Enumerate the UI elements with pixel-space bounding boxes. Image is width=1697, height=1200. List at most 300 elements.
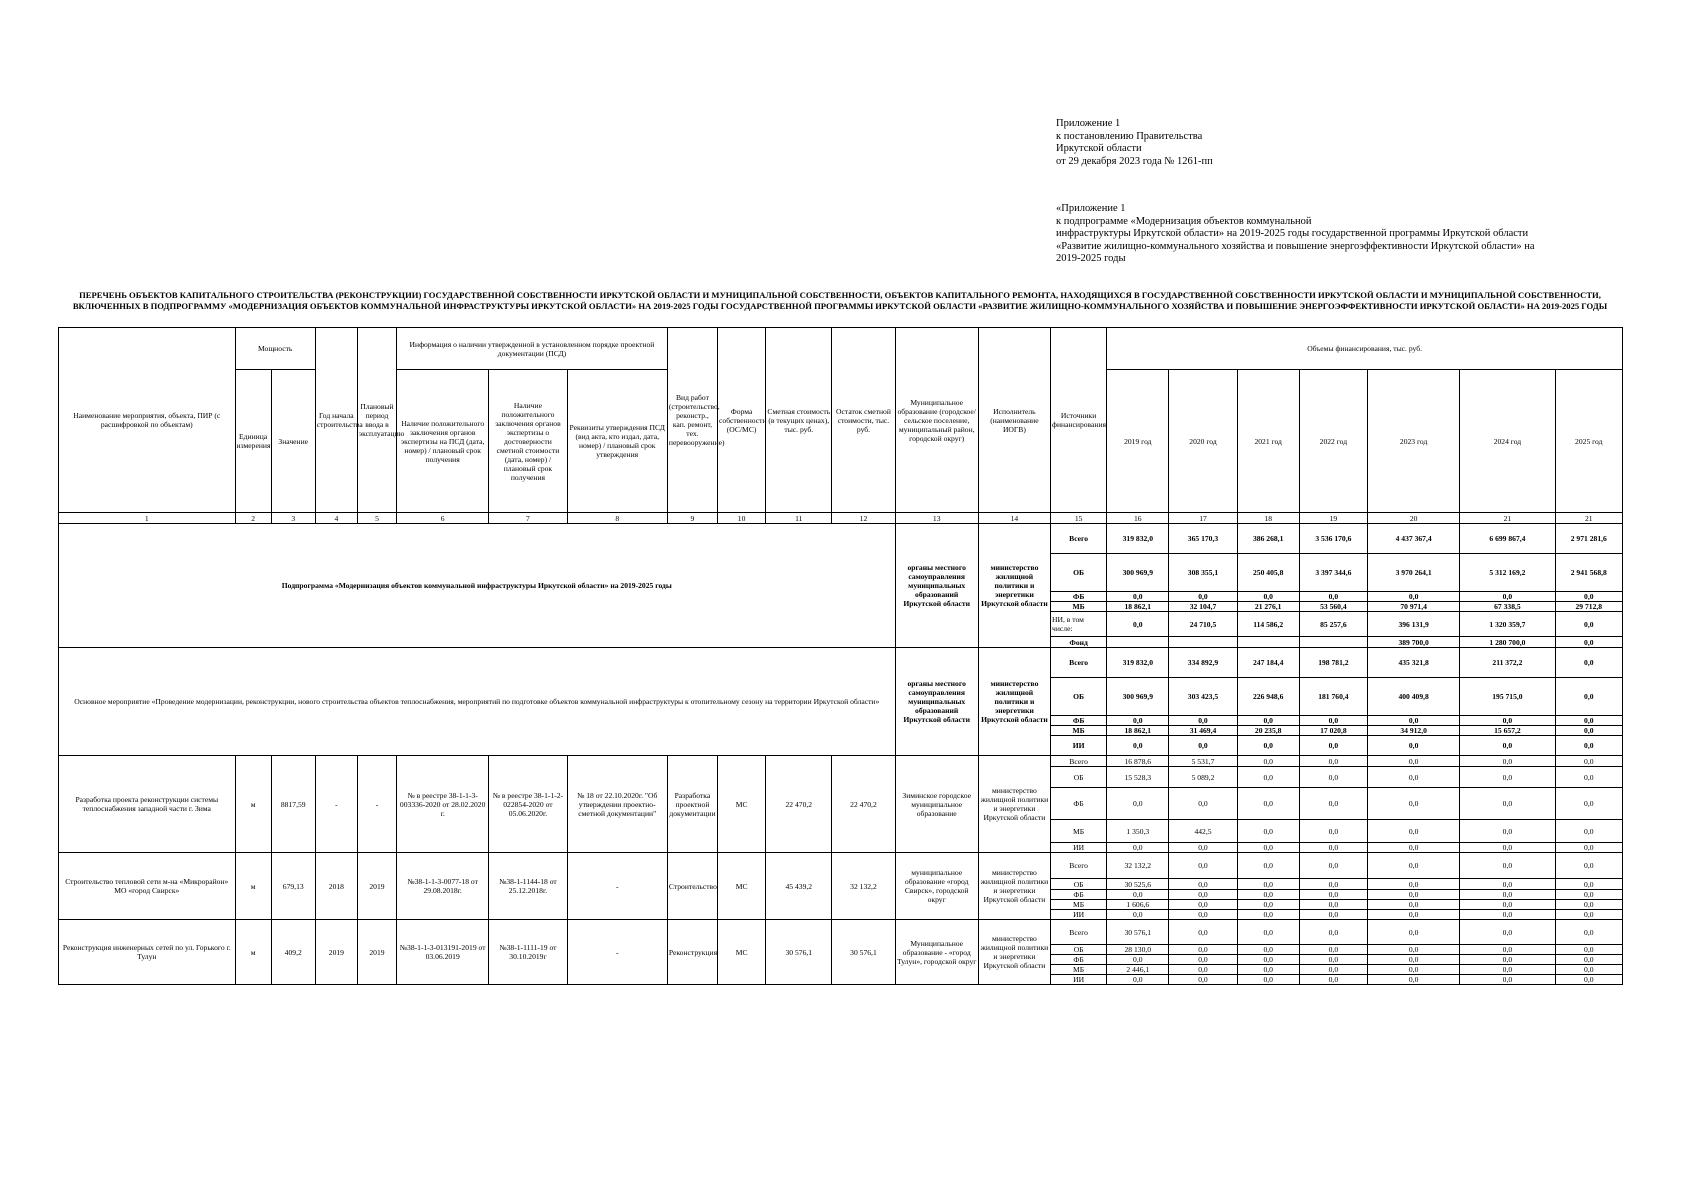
funding-value: 0,0 [1367,767,1459,788]
funding-value: 0,0 [1460,843,1555,853]
funding-value: 0,0 [1237,955,1299,965]
header-source: Источники финансирования [1051,328,1107,513]
appendix-main-header [1056,118,1213,168]
funding-value: 0,0 [1237,716,1299,726]
financing-row [59,920,1623,945]
funding-value: 6 699 867,4 [1460,524,1555,554]
funding-source: ИИ [1051,843,1107,853]
funding-value: 0,0 [1460,820,1555,843]
funding-value: 386 268,1 [1237,524,1299,554]
object-ownership: МС [718,853,766,920]
funding-value: 0,0 [1460,965,1555,975]
funding-value: 0,0 [1237,820,1299,843]
object-start-year: 2019 [315,920,357,985]
funding-value: 0,0 [1299,592,1367,602]
funding-value: 0,0 [1555,726,1622,736]
funding-value: 0,0 [1367,945,1459,955]
column-number: 1 [59,513,236,524]
funding-value: 0,0 [1367,736,1459,756]
funding-value: 20 235,8 [1237,726,1299,736]
appendix-line: 2019-2025 годы [1056,253,1126,264]
object-executor: министерство жилищной политики и энергетики Иркутской области [978,756,1050,853]
funding-value: 0,0 [1107,736,1169,756]
funding-value: 0,0 [1237,767,1299,788]
funding-source: Всего [1051,853,1107,879]
funding-value: 0,0 [1555,612,1622,637]
object-remaining: 32 132,2 [832,853,895,920]
funding-source: Всего [1051,756,1107,767]
funding-value: 2 971 281,6 [1555,524,1622,554]
funding-source: ИИ [1051,910,1107,920]
funding-value: 0,0 [1367,716,1459,726]
funding-value: 0,0 [1237,975,1299,985]
funding-value: 5 089,2 [1169,767,1237,788]
funding-value: 0,0 [1169,853,1237,879]
funding-value: 0,0 [1367,879,1459,890]
funding-value: 0,0 [1299,756,1367,767]
funding-value [1237,637,1299,648]
object-cost-check: № в реестре 38-1-1-2-022854-2020 от 05.06.2020г. [489,756,567,853]
appendix-sub-header [1056,203,1576,266]
funding-value: 0,0 [1555,900,1622,910]
funding-value: 67 338,5 [1460,602,1555,612]
funding-value: 4 437 367,4 [1367,524,1459,554]
funding-value: 18 862,1 [1107,602,1169,612]
funding-value: 0,0 [1169,716,1237,726]
funding-value: 0,0 [1169,900,1237,910]
funding-value: 0,0 [1107,592,1169,602]
funding-source: НИ, в том числе: [1051,612,1107,637]
header-ownership: Форма собственности (ОС/МС) [718,328,766,513]
funding-value: 70 971,4 [1367,602,1459,612]
funding-value: 0,0 [1555,955,1622,965]
funding-value: 0,0 [1555,975,1622,985]
funding-value: 0,0 [1237,945,1299,955]
column-number: 17 [1169,513,1237,524]
funding-value: 0,0 [1107,612,1169,637]
funding-value: 32 132,2 [1107,853,1169,879]
funding-value: 0,0 [1169,879,1237,890]
funding-value: 0,0 [1555,965,1622,975]
funding-value: 0,0 [1237,853,1299,879]
funding-value: 0,0 [1107,716,1169,726]
funding-value: 0,0 [1555,678,1622,716]
column-numbers-row [59,513,1623,524]
funding-value: 0,0 [1237,965,1299,975]
funding-value: 114 586,2 [1237,612,1299,637]
document-title: ПЕРЕЧЕНЬ ОБЪЕКТОВ КАПИТАЛЬНОГО СТРОИТЕЛЬСТВА (РЕКОНСТРУКЦИИ) ГОСУДАРСТВЕННОЙ СОБСТВЕННОСТИ ИРКУТСКОЙ ОБЛАСТИ И МУНИЦИПАЛЬНОЙ СОБСТВЕННОСТИ, ОБЪЕКТОВ КАПИТАЛЬНОГО РЕМОНТА, НАХОДЯЩИХСЯ В ГОСУДАРСТВЕННОЙ СОБСТВЕННОСТИ ИРКУТСКОЙ ОБЛАСТИ И МУНИЦИПАЛЬНОЙ СОБСТВЕННОСТИ, ВКЛЮЧЕННЫХ В ПОДПРОГРАММУ «МОДЕРНИЗАЦИЯ ОБЪЕКТОВ КОММУНАЛЬНОЙ ИНФРАСТРУКТУРЫ ИРКУТСКОЙ ОБЛАСТИ» НА 2019-2025 ГОДЫ ГОСУДАРСТВЕННОЙ ПРОГРАММЫ ИРКУТСКОЙ ОБЛАСТИ «РАЗВИТИЕ ЖИЛИЩНО-КОММУНАЛЬНОГО ХОЗЯЙСТВА И ПОВЫШЕНИЕ ЭНЕРГОЭФФЕКТИВНОСТИ ИРКУТСКОЙ ОБЛАСТИ» НА 2019-2025 ГОДЫ [72,290,1608,311]
funding-value: 0,0 [1367,975,1459,985]
funding-value: 0,0 [1107,910,1169,920]
funding-source: Всего [1051,524,1107,554]
funding-value: 0,0 [1299,965,1367,975]
header-year: 2019 год [1107,370,1169,513]
funding-value: 198 781,2 [1299,648,1367,678]
funding-value: 0,0 [1237,920,1299,945]
funding-value: 389 700,0 [1367,637,1459,648]
section-municipality: органы местного самоуправления муниципальных образований Иркутской области [895,648,978,756]
funding-value: 30 525,6 [1107,879,1169,890]
funding-value: 5 312 169,2 [1460,554,1555,592]
funding-value: 18 862,1 [1107,726,1169,736]
funding-value: 0,0 [1169,788,1237,820]
object-approval: - [567,853,667,920]
funding-value: 0,0 [1169,890,1237,900]
header-year: 2020 год [1169,370,1237,513]
funding-value: 0,0 [1367,920,1459,945]
funding-value: 0,0 [1460,890,1555,900]
funding-source: ФБ [1051,716,1107,726]
funding-value: 211 372,2 [1460,648,1555,678]
funding-source: ФБ [1051,788,1107,820]
funding-value: 0,0 [1237,756,1299,767]
funding-value: 0,0 [1169,910,1237,920]
object-ownership: МС [718,756,766,853]
funding-value: 53 560,4 [1299,602,1367,612]
funding-value: 195 715,0 [1460,678,1555,716]
funding-value: 0,0 [1555,945,1622,955]
funding-value: 0,0 [1460,788,1555,820]
column-number: 4 [315,513,357,524]
column-number: 7 [489,513,567,524]
object-estimated-cost: 30 576,1 [766,920,832,985]
appendix-line: к подпрограмме «Модернизация объектов коммунальной [1056,215,1312,227]
funding-value: 0,0 [1169,843,1237,853]
funding-value: 0,0 [1555,648,1622,678]
funding-source: Всего [1051,648,1107,678]
funding-value: 247 184,4 [1237,648,1299,678]
funding-value: 0,0 [1107,955,1169,965]
column-number: 19 [1299,513,1367,524]
column-number: 21 [1555,513,1622,524]
header-financing: Объемы финансирования, тыс. руб. [1107,328,1623,370]
object-name: Разработка проекта реконструкции системы теплоснабжения западной части г. Зима [59,756,236,853]
funding-value: 300 969,9 [1107,678,1169,716]
funding-value: 2 446,1 [1107,965,1169,975]
funding-value: 0,0 [1299,716,1367,726]
object-unit: м [235,920,271,985]
funding-value: 0,0 [1299,736,1367,756]
funding-value: 0,0 [1299,843,1367,853]
funding-value: 0,0 [1107,890,1169,900]
funding-source: МБ [1051,602,1107,612]
funding-value: 0,0 [1237,788,1299,820]
funding-value: 0,0 [1299,853,1367,879]
header-year: 2025 год [1555,370,1622,513]
funding-source: ФБ [1051,955,1107,965]
funding-value: 1 606,6 [1107,900,1169,910]
funding-value: 0,0 [1169,736,1237,756]
funding-value: 0,0 [1460,736,1555,756]
funding-value: 3 970 264,1 [1367,554,1459,592]
section-name: Подпрограмма «Модернизация объектов коммунальной инфраструктуры Иркутской области» на 2019-2025 годы [59,524,896,648]
funding-value: 0,0 [1460,767,1555,788]
object-expertise: №38-1-1-3-0077-18 от 29.08.2018г. [397,853,489,920]
funding-value: 0,0 [1555,910,1622,920]
column-number: 3 [271,513,315,524]
object-plan-period: 2019 [357,920,396,985]
funding-value: 0,0 [1237,910,1299,920]
funding-source: ИИ [1051,736,1107,756]
funding-value: 15 528,3 [1107,767,1169,788]
funding-value: 0,0 [1460,920,1555,945]
object-cost-check: №38-1-1144-18 от 25.12.2018г. [489,853,567,920]
funding-value: 0,0 [1237,879,1299,890]
funding-value: 0,0 [1237,900,1299,910]
funding-value: 0,0 [1367,890,1459,900]
header-plan-period: Плановый период ввода в эксплуатацию [357,328,396,513]
funding-value: 319 832,0 [1107,524,1169,554]
funding-value: 28 130,0 [1107,945,1169,955]
funding-value: 29 712,8 [1555,602,1622,612]
object-start-year: - [315,756,357,853]
object-work-type: Реконструкция [667,920,717,985]
object-name: Реконструкция инженерных сетей по ул. Горького г. Тулун [59,920,236,985]
header-year: 2021 год [1237,370,1299,513]
object-work-type: Строительство [667,853,717,920]
funding-value: 308 355,1 [1169,554,1237,592]
funding-value: 0,0 [1299,820,1367,843]
funding-value: 0,0 [1299,900,1367,910]
funding-value: 0,0 [1367,592,1459,602]
funding-value: 0,0 [1555,879,1622,890]
funding-source: ОБ [1051,678,1107,716]
financing-row [59,524,1623,554]
funding-source: МБ [1051,820,1107,843]
section-name: Основное мероприятие «Проведение модернизации, реконструкции, нового строительства объектов теплоснабжения, мероприятий по подготовке объектов коммунальной инфраструктуры к отопительному сезону на территории Иркутской области» [59,648,896,756]
object-value: 8817,59 [271,756,315,853]
object-estimated-cost: 22 470,2 [766,756,832,853]
funding-value: 0,0 [1555,716,1622,726]
objects-table [58,327,1623,985]
funding-value: 0,0 [1367,756,1459,767]
funding-value: 226 948,6 [1237,678,1299,716]
funding-value: 17 020,8 [1299,726,1367,736]
funding-value: 0,0 [1237,890,1299,900]
object-municipality: муниципальное образование «город Свирск», городской округ [895,853,978,920]
funding-value: 0,0 [1555,637,1622,648]
header-year: 2022 год [1299,370,1367,513]
object-plan-period: 2019 [357,853,396,920]
funding-value: 400 409,8 [1367,678,1459,716]
funding-value: 0,0 [1169,965,1237,975]
column-number: 16 [1107,513,1169,524]
funding-value: 0,0 [1555,736,1622,756]
funding-value: 31 469,4 [1169,726,1237,736]
funding-value: 0,0 [1367,853,1459,879]
appendix-line: Иркутской области [1056,143,1142,154]
funding-value: 0,0 [1169,920,1237,945]
funding-value: 365 170,3 [1169,524,1237,554]
funding-value: 319 832,0 [1107,648,1169,678]
column-number: 2 [235,513,271,524]
funding-value: 1 320 359,7 [1460,612,1555,637]
header-psd-cost: Наличие положительного заключения органов экспертизы о достоверности сметной стоимости (дата, номер) / плановый срок получения [489,370,567,513]
column-number: 9 [667,513,717,524]
funding-value: 1 280 700,0 [1460,637,1555,648]
funding-value: 0,0 [1460,945,1555,955]
funding-value: 0,0 [1555,843,1622,853]
funding-value: 0,0 [1460,955,1555,965]
funding-value: 0,0 [1460,910,1555,920]
column-number: 11 [766,513,832,524]
funding-source: ОБ [1051,945,1107,955]
column-number: 12 [832,513,895,524]
funding-value: 0,0 [1555,788,1622,820]
funding-value: 0,0 [1367,788,1459,820]
funding-value: 16 878,6 [1107,756,1169,767]
column-number: 14 [978,513,1050,524]
appendix-line: к постановлению Правительства [1056,130,1203,142]
funding-value: 0,0 [1169,945,1237,955]
funding-value: 0,0 [1107,843,1169,853]
header-year: 2024 год [1460,370,1555,513]
funding-value: 0,0 [1169,955,1237,965]
funding-value: 2 941 568,8 [1555,554,1622,592]
funding-value: 0,0 [1299,975,1367,985]
funding-value: 0,0 [1299,945,1367,955]
funding-value: 15 657,2 [1460,726,1555,736]
section-executor: министерство жилищной политики и энергетики Иркутской области [978,648,1050,756]
funding-value: 5 531,7 [1169,756,1237,767]
funding-value: 0,0 [1367,910,1459,920]
object-remaining: 22 470,2 [832,756,895,853]
header-capacity: Мощность [235,328,315,370]
subprogram-section [59,524,1623,648]
object-unit: м [235,853,271,920]
funding-value: 0,0 [1460,592,1555,602]
funding-value: 0,0 [1555,820,1622,843]
object-unit: м [235,756,271,853]
appendix-line: инфраструктуры Иркутской области» на 2019-2025 годы государственной программы Иркутской области [1056,228,1529,239]
funding-value: 0,0 [1299,788,1367,820]
funding-value: 181 760,4 [1299,678,1367,716]
funding-source: ОБ [1051,554,1107,592]
funding-value: 21 276,1 [1237,602,1299,612]
funding-value: 3 536 170,6 [1299,524,1367,554]
funding-value: 0,0 [1107,788,1169,820]
funding-source: ИИ [1051,975,1107,985]
object-remaining: 30 576,1 [832,920,895,985]
object-work-type: Разработка проектной документации [667,756,717,853]
header-unit: Единица измерения [235,370,271,513]
column-number: 8 [567,513,667,524]
funding-source: МБ [1051,726,1107,736]
funding-value: 0,0 [1237,592,1299,602]
funding-value: 435 321,8 [1367,648,1459,678]
appendix-line: «Приложение 1 [1056,203,1126,214]
financing-row [59,853,1623,879]
funding-value: 0,0 [1555,890,1622,900]
column-number: 21 [1460,513,1555,524]
object-expertise: № в реестре 38-1-1-3-003336-2020 от 28.02.2020 г. [397,756,489,853]
column-number: 13 [895,513,978,524]
funding-value: 0,0 [1555,853,1622,879]
funding-source: ОБ [1051,767,1107,788]
funding-value: 0,0 [1460,853,1555,879]
objects-section [59,756,1623,985]
funding-value: 0,0 [1367,820,1459,843]
header-remaining: Остаток сметной стоимости, тыс. руб. [832,328,895,513]
header-value: Значение [271,370,315,513]
funding-value: 0,0 [1299,955,1367,965]
object-expertise: №38-1-1-3-013191-2019 от 03.06.2019 [397,920,489,985]
funding-value: 0,0 [1555,592,1622,602]
funding-value: 334 892,9 [1169,648,1237,678]
funding-source: ФБ [1051,592,1107,602]
funding-value: 0,0 [1367,900,1459,910]
funding-value: 32 104,7 [1169,602,1237,612]
column-number: 20 [1367,513,1459,524]
main-activity-section [59,648,1623,756]
object-plan-period: - [357,756,396,853]
funding-value: 0,0 [1299,890,1367,900]
funding-value: 0,0 [1169,975,1237,985]
funding-value: 442,5 [1169,820,1237,843]
object-approval: № 18 от 22.10.2020г. "Об утверждении проектно-сметной документации" [567,756,667,853]
funding-source: Фонд [1051,637,1107,648]
funding-value: 0,0 [1169,592,1237,602]
financing-row [59,756,1623,767]
column-number: 15 [1051,513,1107,524]
appendix-line: Приложение 1 [1056,118,1121,129]
funding-source: ОБ [1051,879,1107,890]
appendix-line: от 29 декабря 2023 года № 1261-пп [1056,155,1213,167]
column-number: 10 [718,513,766,524]
funding-value: 0,0 [1299,910,1367,920]
funding-value: 0,0 [1460,900,1555,910]
header-estimated-cost: Сметная стоимость (в текущих ценах), тыс. руб. [766,328,832,513]
funding-value: 300 969,9 [1107,554,1169,592]
funding-value: 0,0 [1237,736,1299,756]
funding-value: 0,0 [1460,716,1555,726]
funding-value: 0,0 [1460,756,1555,767]
funding-source: Всего [1051,920,1107,945]
header-year: 2023 год [1367,370,1459,513]
funding-value [1107,637,1169,648]
funding-value: 0,0 [1555,920,1622,945]
funding-source: МБ [1051,965,1107,975]
funding-value: 34 912,0 [1367,726,1459,736]
object-start-year: 2018 [315,853,357,920]
funding-value: 0,0 [1555,756,1622,767]
funding-source: МБ [1051,900,1107,910]
object-municipality: Зиминское городское муниципальное образование [895,756,978,853]
section-executor: министерство жилищной политики и энергетики Иркутской области [978,524,1050,648]
header-municipality: Муниципальное образование (городское/сельское поселение, муниципальный район, городской округ) [895,328,978,513]
object-executor: министерство жилищной политики и энергетики Иркутской области [978,920,1050,985]
financing-row [59,648,1623,678]
column-number: 6 [397,513,489,524]
funding-value: 0,0 [1299,767,1367,788]
object-value: 409,2 [271,920,315,985]
object-municipality: Муниципальное образование - «город Тулун», городской округ [895,920,978,985]
header-psd-info: Информация о наличии утвержденной в установленном порядке проектной документации (ПСД) [397,328,668,370]
header-work-type: Вид работ (строительство, реконстр., кап. ремонт, тех. перевооружение) [667,328,717,513]
funding-value: 0,0 [1237,843,1299,853]
object-value: 679,13 [271,853,315,920]
funding-value: 396 131,9 [1367,612,1459,637]
header-psd-approval: Реквизиты утверждения ПСД (вид акта, кто издал, дата, номер) / плановый срок утверждения [567,370,667,513]
funding-value: 0,0 [1367,955,1459,965]
header-executor: Исполнитель (наименование ИОГВ) [978,328,1050,513]
header-name: Наименование мероприятия, объекта, ПИР (с расшифровкой по объектам) [59,328,236,513]
object-ownership: МС [718,920,766,985]
section-municipality: органы местного самоуправления муниципальных образований Иркутской области [895,524,978,648]
funding-value: 0,0 [1460,975,1555,985]
header-start-year: Год начала строительства [315,328,357,513]
funding-value: 0,0 [1555,767,1622,788]
